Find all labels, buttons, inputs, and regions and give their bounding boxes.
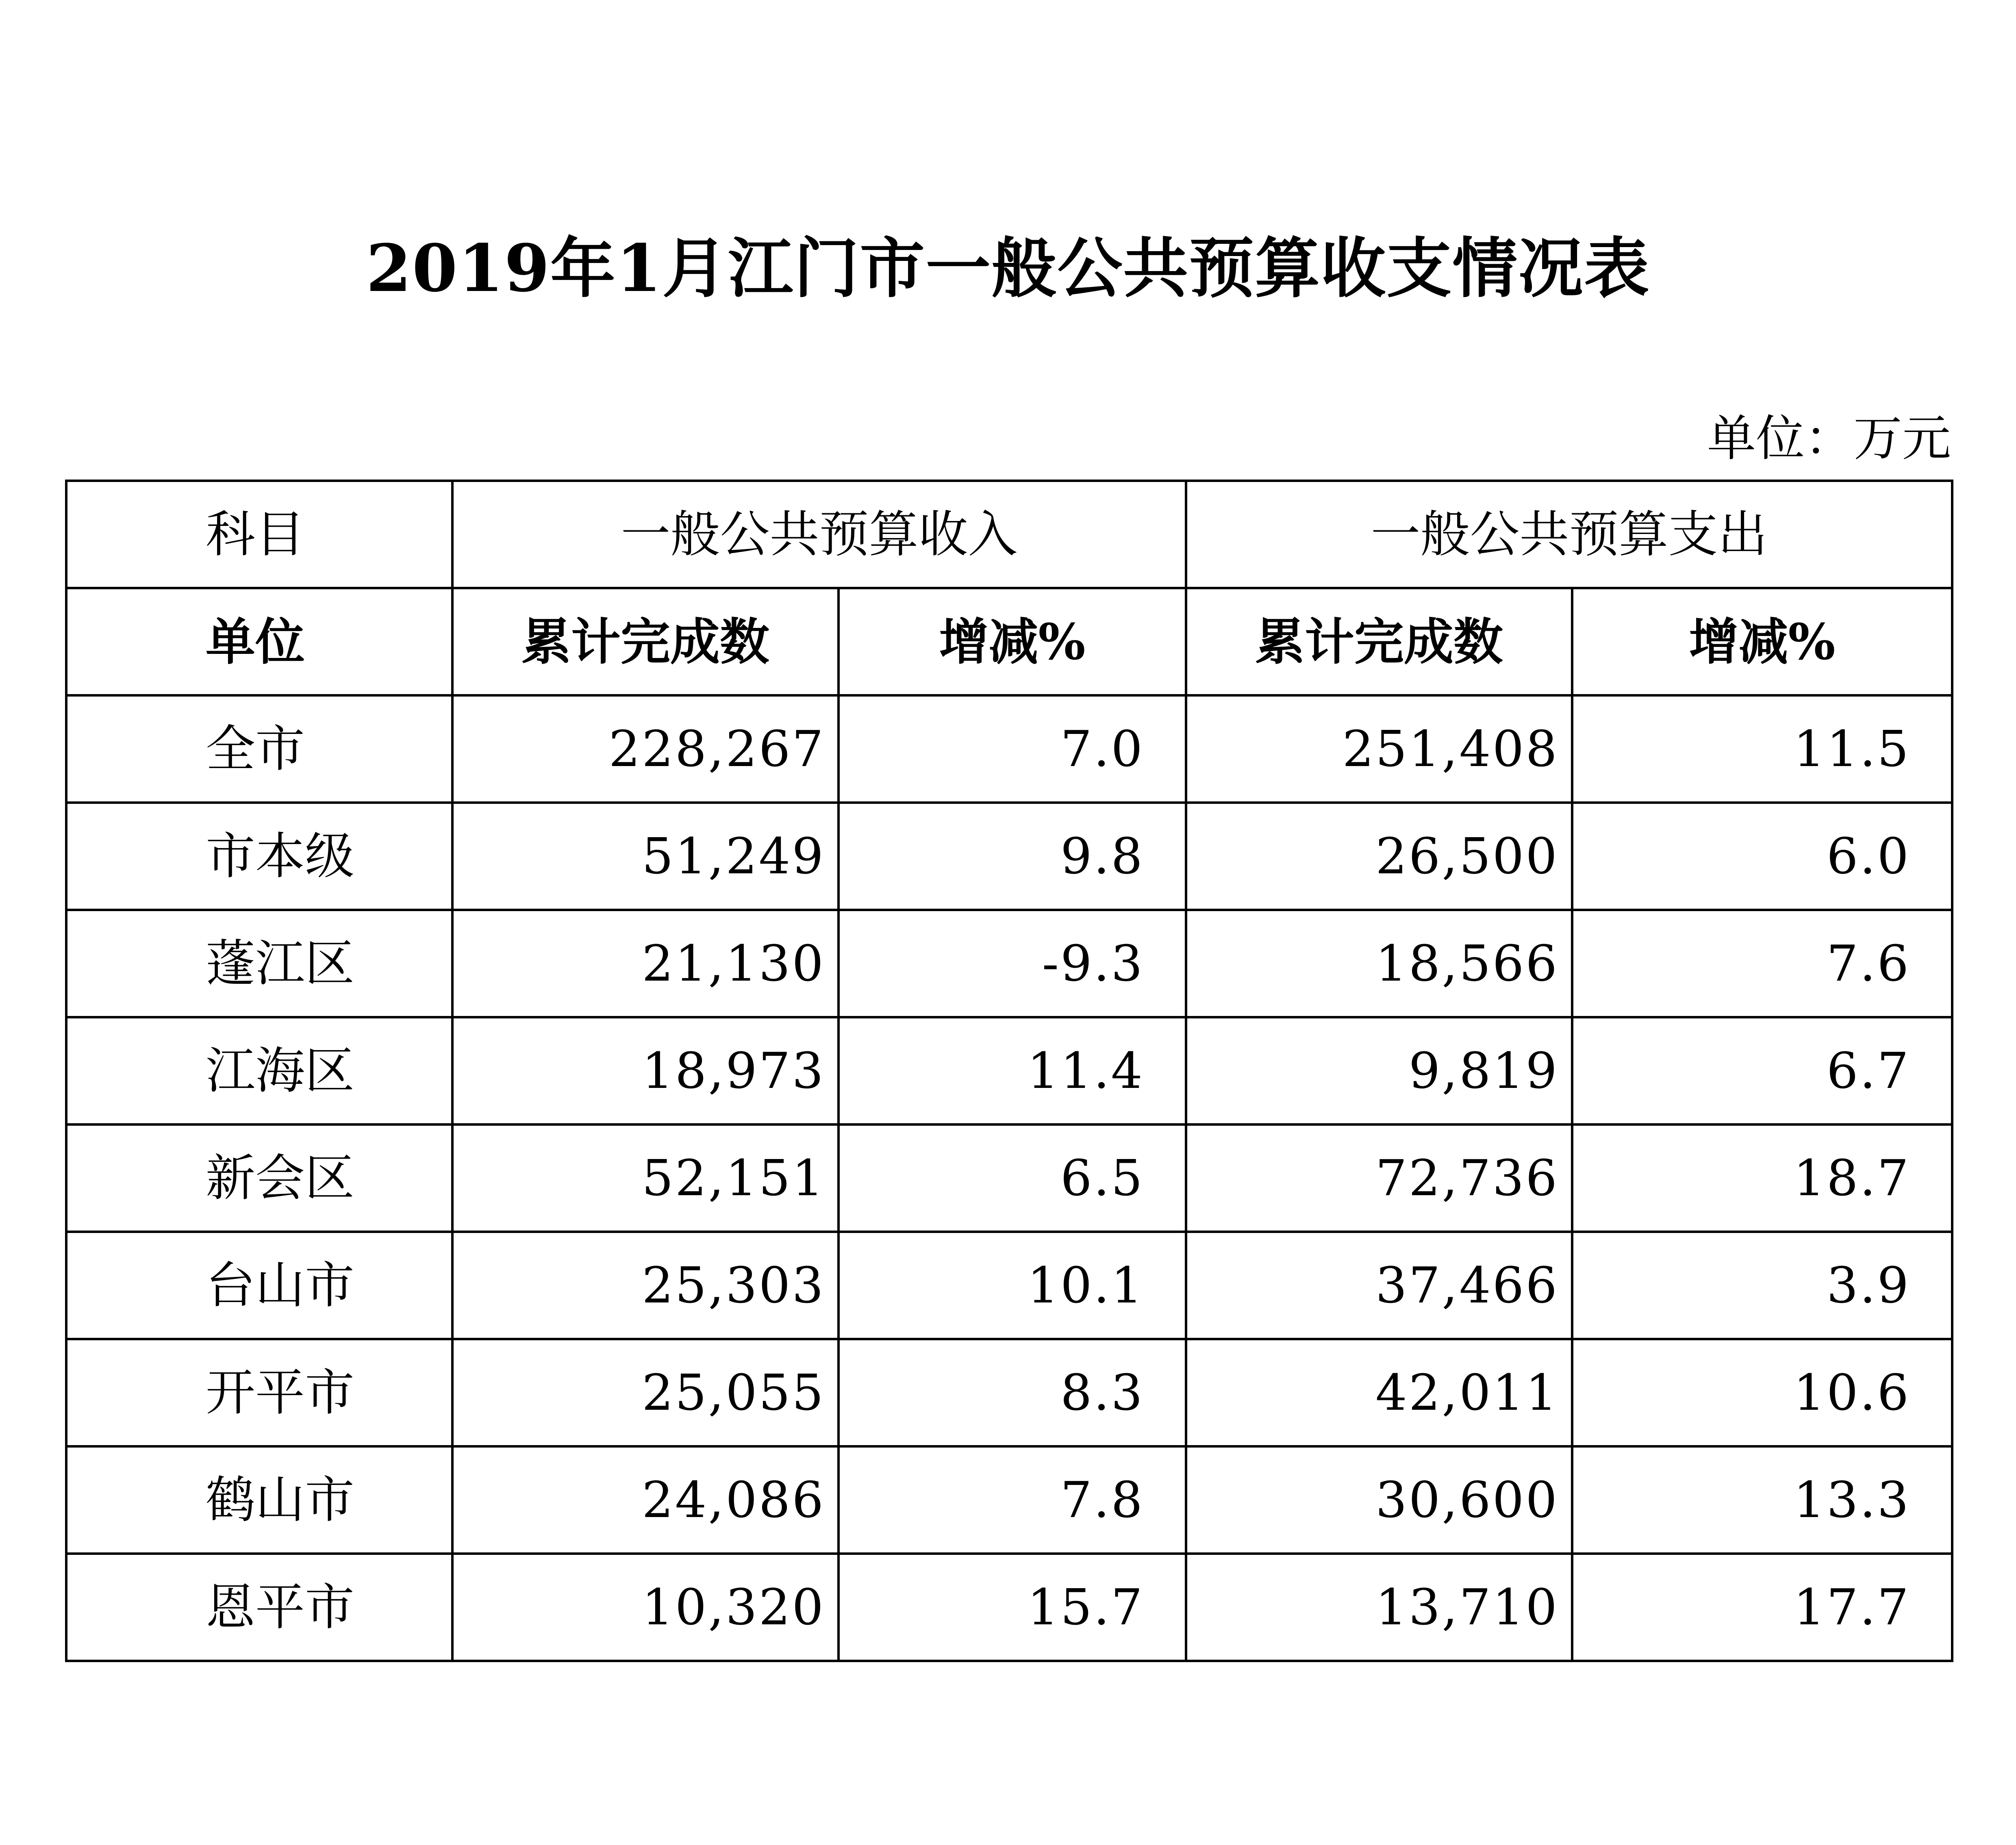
rev-change-cell: 7.8	[839, 1446, 1186, 1554]
exp-total-cell: 251,408	[1186, 695, 1572, 803]
header-unit: 单位	[66, 588, 452, 695]
exp-change-cell: 7.6	[1572, 910, 1952, 1017]
exp-change-cell: 10.6	[1572, 1339, 1952, 1446]
row-name: 恩平市	[66, 1554, 452, 1661]
row-name: 蓬江区	[66, 910, 452, 1017]
table-row	[66, 695, 1952, 803]
rev-total-cell: 51,249	[452, 803, 839, 910]
rev-total-cell: 18,973	[452, 1017, 839, 1124]
exp-total-cell: 42,011	[1186, 1339, 1572, 1446]
row-name: 开平市	[66, 1339, 452, 1446]
table-row	[66, 803, 1952, 910]
exp-change-cell: 6.0	[1572, 803, 1952, 910]
header-subject: 科目	[66, 481, 452, 588]
rev-change-cell: -9.3	[839, 910, 1186, 1017]
rev-total-cell: 24,086	[452, 1446, 839, 1554]
header-revenue: 一般公共预算收入	[452, 481, 1186, 588]
exp-total-cell: 18,566	[1186, 910, 1572, 1017]
exp-total-cell: 9,819	[1186, 1017, 1572, 1124]
exp-change-cell: 17.7	[1572, 1554, 1952, 1661]
rev-total-cell: 10,320	[452, 1554, 839, 1661]
table-row	[66, 1232, 1952, 1339]
row-name: 江海区	[66, 1017, 452, 1124]
rev-change-cell: 9.8	[839, 803, 1186, 910]
exp-total-cell: 13,710	[1186, 1554, 1572, 1661]
rev-total-cell: 21,130	[452, 910, 839, 1017]
header-exp-total: 累计完成数	[1186, 588, 1572, 695]
exp-change-cell: 18.7	[1572, 1124, 1952, 1232]
table-row	[66, 1554, 1952, 1661]
row-name: 新会区	[66, 1124, 452, 1232]
unit-note: 单位：万元	[1707, 410, 1951, 467]
table-row	[66, 1339, 1952, 1446]
table-row	[66, 1017, 1952, 1124]
exp-change-cell: 13.3	[1572, 1446, 1952, 1554]
header-row-1	[66, 481, 1952, 588]
exp-change-cell: 3.9	[1572, 1232, 1952, 1339]
rev-total-cell: 52,151	[452, 1124, 839, 1232]
exp-total-cell: 72,736	[1186, 1124, 1572, 1232]
rev-change-cell: 15.7	[839, 1554, 1186, 1661]
exp-total-cell: 30,600	[1186, 1446, 1572, 1554]
exp-total-cell: 37,466	[1186, 1232, 1572, 1339]
row-name: 全市	[66, 695, 452, 803]
header-rev-change: 增减%	[839, 588, 1186, 695]
table-row	[66, 1124, 1952, 1232]
exp-change-cell: 11.5	[1572, 695, 1952, 803]
header-exp-change: 增减%	[1572, 588, 1952, 695]
rev-change-cell: 8.3	[839, 1339, 1186, 1446]
rev-change-cell: 10.1	[839, 1232, 1186, 1339]
row-name: 市本级	[66, 803, 452, 910]
exp-total-cell: 26,500	[1186, 803, 1572, 910]
table-row	[66, 1446, 1952, 1554]
page-title: 2019年1月江门市一般公共预算收支情况表	[366, 230, 1650, 306]
table-row	[66, 910, 1952, 1017]
rev-total-cell: 25,303	[452, 1232, 839, 1339]
rev-change-cell: 7.0	[839, 695, 1186, 803]
header-rev-total: 累计完成数	[452, 588, 839, 695]
rev-total-cell: 25,055	[452, 1339, 839, 1446]
rev-change-cell: 6.5	[839, 1124, 1186, 1232]
header-expenditure: 一般公共预算支出	[1186, 481, 1952, 588]
budget-table	[65, 480, 1953, 1662]
exp-change-cell: 6.7	[1572, 1017, 1952, 1124]
row-name: 台山市	[66, 1232, 452, 1339]
row-name: 鹤山市	[66, 1446, 452, 1554]
rev-change-cell: 11.4	[839, 1017, 1186, 1124]
header-row-2	[66, 588, 1952, 695]
rev-total-cell: 228,267	[452, 695, 839, 803]
